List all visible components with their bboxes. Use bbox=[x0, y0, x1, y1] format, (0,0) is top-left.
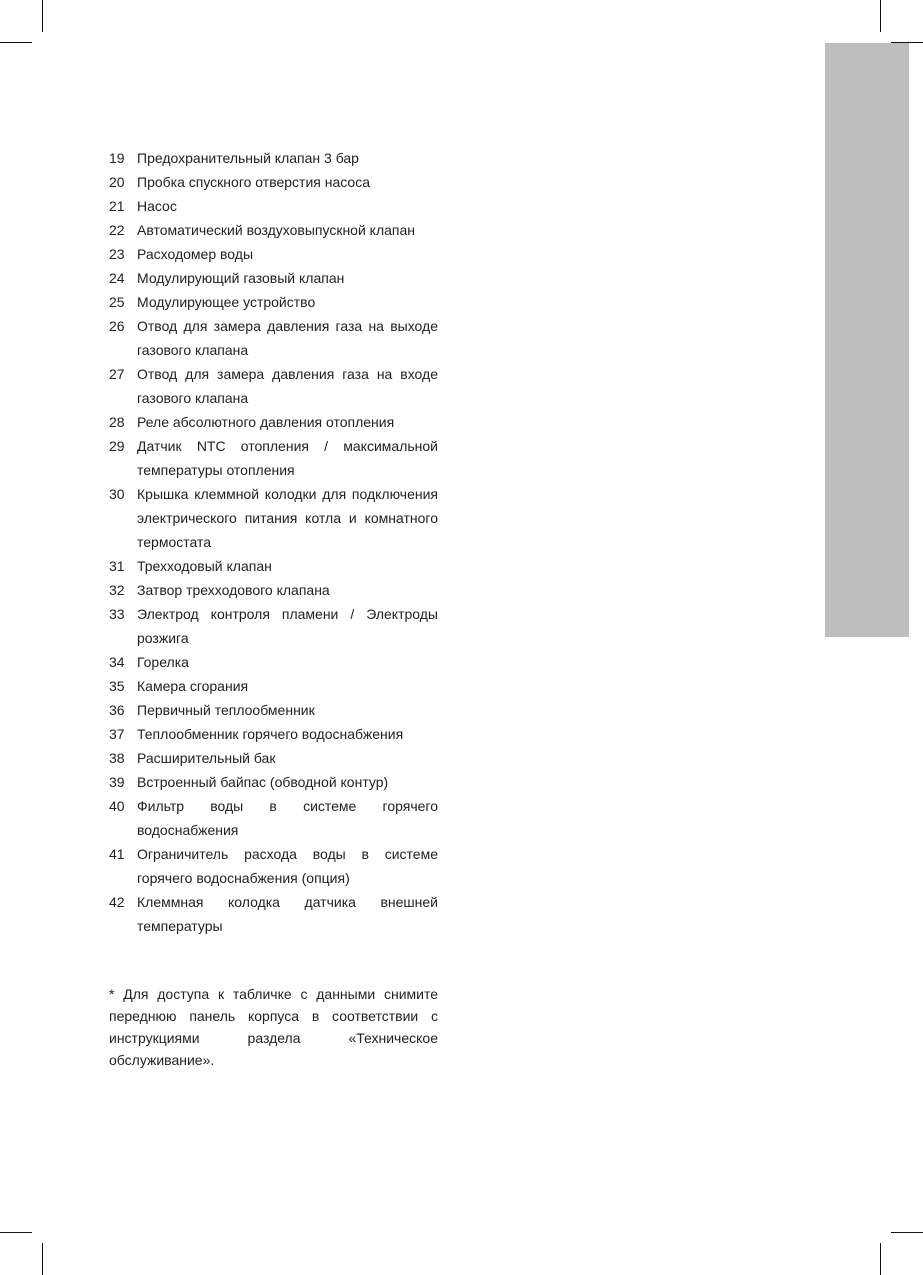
part-description: Клеммная колодка датчика внешней температуры bbox=[137, 894, 438, 934]
part-legend-item bbox=[109, 170, 438, 194]
part-description: Отвод для замера давления газа на выходе газового клапана bbox=[137, 318, 438, 358]
part-number: 35 bbox=[109, 678, 125, 694]
part-legend-item bbox=[109, 362, 438, 410]
part-description: Модулирующий газовый клапан bbox=[137, 270, 345, 286]
part-legend-item bbox=[109, 410, 438, 434]
part-number: 37 bbox=[109, 726, 125, 742]
part-number: 39 bbox=[109, 774, 125, 790]
part-description: Камера сгорания bbox=[137, 678, 249, 694]
part-number: 33 bbox=[109, 606, 125, 622]
crop-mark-bottom-right-horizontal bbox=[891, 1232, 923, 1233]
part-description: Первичный теплообменник bbox=[137, 702, 315, 718]
part-number: 42 bbox=[109, 894, 125, 910]
part-description: Отвод для замера давления газа на входе газового клапана bbox=[137, 366, 438, 406]
part-legend-item bbox=[109, 242, 438, 266]
part-number: 19 bbox=[109, 150, 125, 166]
part-legend-item bbox=[109, 290, 438, 314]
part-number: 29 bbox=[109, 438, 125, 454]
part-number: 23 bbox=[109, 246, 125, 262]
part-description: Пробка спускного отверстия насоса bbox=[137, 174, 370, 190]
part-description: Расходомер воды bbox=[137, 246, 254, 262]
part-legend-item bbox=[109, 146, 438, 170]
part-description: Датчик NTC отопления / максимальной температуры отопления bbox=[137, 438, 438, 478]
part-number: 41 bbox=[109, 846, 125, 862]
part-number: 27 bbox=[109, 366, 125, 382]
part-legend-item bbox=[109, 842, 438, 890]
crop-mark-top-left-horizontal bbox=[0, 42, 32, 43]
part-description: Затвор трехходового клапана bbox=[137, 582, 330, 598]
part-number: 38 bbox=[109, 750, 125, 766]
part-description: Предохранительный клапан 3 бар bbox=[137, 150, 359, 166]
part-legend-item bbox=[109, 218, 438, 242]
part-legend-item bbox=[109, 194, 438, 218]
part-description: Насос bbox=[137, 198, 177, 214]
part-legend-item bbox=[109, 674, 438, 698]
part-legend-item bbox=[109, 722, 438, 746]
section-side-tab bbox=[825, 43, 909, 637]
part-number: 40 bbox=[109, 798, 125, 814]
part-number: 25 bbox=[109, 294, 125, 310]
part-legend-item bbox=[109, 482, 438, 554]
part-description: Горелка bbox=[137, 654, 189, 670]
crop-mark-top-right-horizontal bbox=[891, 42, 923, 43]
part-legend-item bbox=[109, 578, 438, 602]
part-description: Встроенный байпас (обводной контур) bbox=[137, 774, 389, 790]
part-legend-item bbox=[109, 434, 438, 482]
part-number: 24 bbox=[109, 270, 125, 286]
crop-mark-bottom-right-vertical bbox=[880, 1243, 881, 1275]
part-legend-item bbox=[109, 554, 438, 578]
part-number: 36 bbox=[109, 702, 125, 718]
part-number: 20 bbox=[109, 174, 125, 190]
part-number: 30 bbox=[109, 486, 125, 502]
crop-mark-bottom-left-horizontal bbox=[0, 1232, 32, 1233]
part-number: 32 bbox=[109, 582, 125, 598]
part-number: 22 bbox=[109, 222, 125, 238]
part-description: Реле абсолютного давления отопления bbox=[137, 414, 395, 430]
part-legend-item bbox=[109, 746, 438, 770]
footnote: * Для доступа к табличке с данными снимите переднюю панель корпуса в соответствии с инструкциями раздела «Техническое обслуживание». bbox=[109, 986, 438, 1068]
crop-mark-top-right-vertical bbox=[880, 0, 881, 32]
part-description: Автоматический воздуховыпускной клапан bbox=[137, 222, 416, 238]
part-description: Теплообменник горячего водоснабжения bbox=[137, 726, 404, 742]
part-legend-item bbox=[109, 650, 438, 674]
part-description: Трехходовый клапан bbox=[137, 558, 272, 574]
part-number: 26 bbox=[109, 318, 125, 334]
part-description: Ограничитель расхода воды в системе горячего водоснабжения (опция) bbox=[137, 846, 438, 886]
part-legend-item bbox=[109, 890, 438, 938]
part-description: Электрод контроля пламени / Электроды розжига bbox=[137, 606, 438, 646]
part-legend-item bbox=[109, 602, 438, 650]
part-legend-item bbox=[109, 794, 438, 842]
part-description: Крышка клеммной колодки для подключения электрического питания котла и комнатного термостата bbox=[137, 486, 438, 550]
part-description: Модулирующее устройство bbox=[137, 294, 316, 310]
part-legend-item bbox=[109, 698, 438, 722]
part-number: 21 bbox=[109, 198, 125, 214]
crop-mark-bottom-left-vertical bbox=[42, 1243, 43, 1275]
part-number: 28 bbox=[109, 414, 125, 430]
part-description: Фильтр воды в системе горячего водоснабжения bbox=[137, 798, 438, 838]
part-legend-item bbox=[109, 314, 438, 362]
part-number: 31 bbox=[109, 558, 125, 574]
part-legend-item bbox=[109, 266, 438, 290]
crop-mark-top-left-vertical bbox=[42, 0, 43, 32]
parts-legend-list bbox=[109, 146, 438, 938]
part-legend-item bbox=[109, 770, 438, 794]
part-number: 34 bbox=[109, 654, 125, 670]
part-description: Расширительный бак bbox=[137, 750, 276, 766]
